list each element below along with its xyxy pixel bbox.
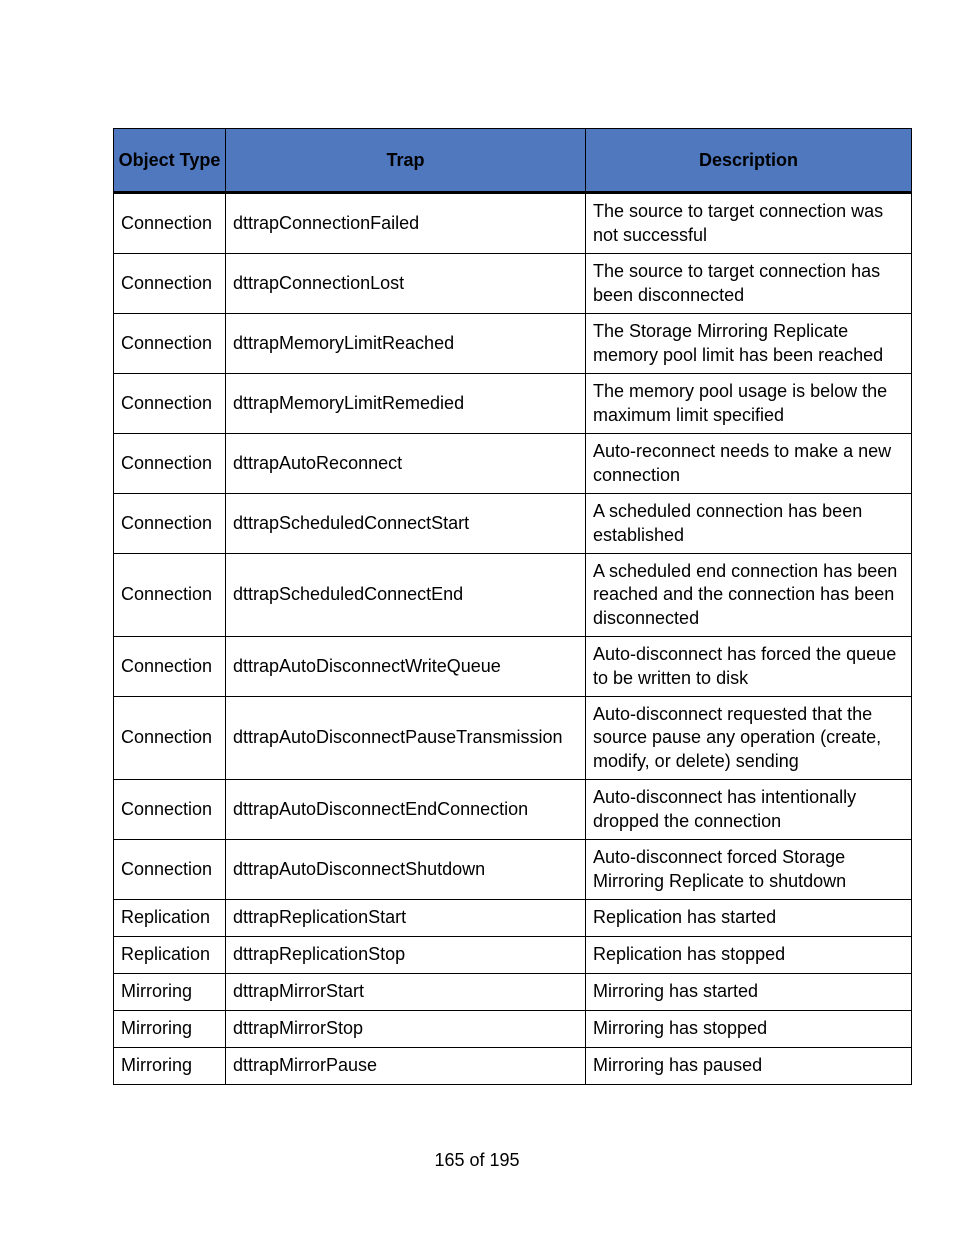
- description-cell: Mirroring has stopped: [586, 1011, 912, 1048]
- trap-cell: dttrapConnectionLost: [226, 254, 586, 314]
- table-row: [114, 697, 912, 780]
- trap-cell: dttrapScheduledConnectStart: [226, 494, 586, 554]
- description-cell: Mirroring has started: [586, 974, 912, 1011]
- object-type-cell: Connection: [114, 780, 226, 840]
- table-row: [114, 494, 912, 554]
- description-cell: A scheduled connection has been established: [586, 494, 912, 554]
- trap-cell: dttrapMirrorStart: [226, 974, 586, 1011]
- column-header-trap: Trap: [226, 129, 586, 193]
- object-type-cell: Connection: [114, 554, 226, 637]
- object-type-cell: Replication: [114, 900, 226, 937]
- table-row: [114, 900, 912, 937]
- table-row: [114, 193, 912, 254]
- description-cell: The memory pool usage is below the maximum limit specified: [586, 374, 912, 434]
- table-row: [114, 434, 912, 494]
- object-type-cell: Mirroring: [114, 1011, 226, 1048]
- table-row: [114, 1048, 912, 1085]
- description-cell: Auto-reconnect needs to make a new connection: [586, 434, 912, 494]
- table-row: [114, 840, 912, 900]
- object-type-cell: Replication: [114, 937, 226, 974]
- description-cell: Auto-disconnect has intentionally dropped the connection: [586, 780, 912, 840]
- trap-cell: dttrapAutoDisconnectPauseTransmission: [226, 697, 586, 780]
- object-type-cell: Connection: [114, 374, 226, 434]
- table-row: [114, 554, 912, 637]
- page-number: 165 of 195: [434, 1150, 520, 1170]
- description-cell: Mirroring has paused: [586, 1048, 912, 1085]
- object-type-cell: Mirroring: [114, 1048, 226, 1085]
- description-cell: Auto-disconnect has forced the queue to be written to disk: [586, 637, 912, 697]
- trap-cell: dttrapAutoReconnect: [226, 434, 586, 494]
- trap-cell: dttrapMirrorStop: [226, 1011, 586, 1048]
- description-cell: The source to target connection was not successful: [586, 193, 912, 254]
- table-row: [114, 974, 912, 1011]
- trap-cell: dttrapConnectionFailed: [226, 193, 586, 254]
- description-cell: Replication has stopped: [586, 937, 912, 974]
- description-cell: Replication has started: [586, 900, 912, 937]
- table-row: [114, 937, 912, 974]
- table-row: [114, 637, 912, 697]
- trap-cell: dttrapAutoDisconnectWriteQueue: [226, 637, 586, 697]
- table-row: [114, 314, 912, 374]
- trap-cell: dttrapScheduledConnectEnd: [226, 554, 586, 637]
- table-row: [114, 254, 912, 314]
- trap-cell: dttrapAutoDisconnectShutdown: [226, 840, 586, 900]
- trap-cell: dttrapMemoryLimitRemedied: [226, 374, 586, 434]
- object-type-cell: Connection: [114, 254, 226, 314]
- object-type-cell: Mirroring: [114, 974, 226, 1011]
- trap-cell: dttrapAutoDisconnectEndConnection: [226, 780, 586, 840]
- description-cell: Auto-disconnect requested that the source pause any operation (create, modify, or delete) sending: [586, 697, 912, 780]
- column-header-object-type: Object Type: [114, 129, 226, 193]
- description-cell: Auto-disconnect forced Storage Mirroring Replicate to shutdown: [586, 840, 912, 900]
- description-cell: The Storage Mirroring Replicate memory pool limit has been reached: [586, 314, 912, 374]
- object-type-cell: Connection: [114, 434, 226, 494]
- trap-cell: dttrapMirrorPause: [226, 1048, 586, 1085]
- table-row: [114, 780, 912, 840]
- description-cell: A scheduled end connection has been reached and the connection has been disconnected: [586, 554, 912, 637]
- column-header-description: Description: [586, 129, 912, 193]
- trap-cell: dttrapMemoryLimitReached: [226, 314, 586, 374]
- trap-cell: dttrapReplicationStop: [226, 937, 586, 974]
- table-row: [114, 1011, 912, 1048]
- object-type-cell: Connection: [114, 314, 226, 374]
- object-type-cell: Connection: [114, 840, 226, 900]
- object-type-cell: Connection: [114, 637, 226, 697]
- object-type-cell: Connection: [114, 494, 226, 554]
- table-row: [114, 374, 912, 434]
- snmp-trap-table: [113, 128, 912, 1085]
- trap-cell: dttrapReplicationStart: [226, 900, 586, 937]
- object-type-cell: Connection: [114, 697, 226, 780]
- table-header-row: [114, 129, 912, 193]
- object-type-cell: Connection: [114, 193, 226, 254]
- description-cell: The source to target connection has been disconnected: [586, 254, 912, 314]
